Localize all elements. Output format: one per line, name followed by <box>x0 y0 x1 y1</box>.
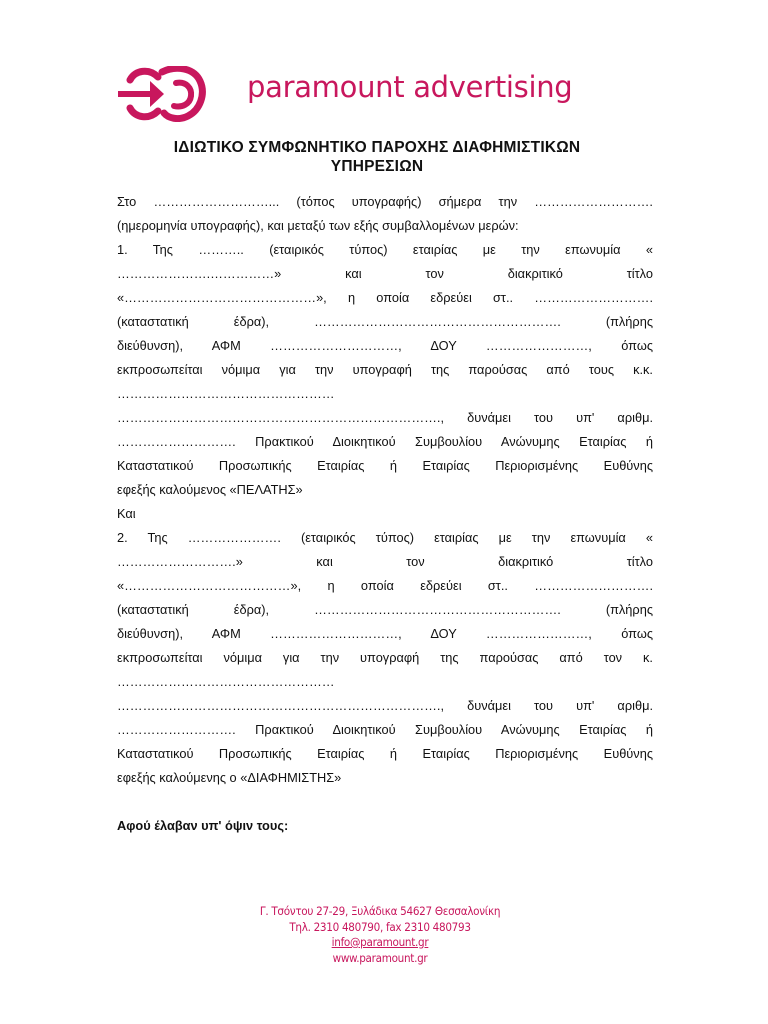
body-line-8: εκπροσωπείται νόμιμα για την υπογραφή της παρούσας από τους κ.κ. <box>117 362 653 377</box>
body-line-10: …………………………………………………………………., δυνάμει του υπ' αριθμ. <box>117 410 653 425</box>
body-line-3: 1. Της ……….. (εταιρικός τύπος) εταιρίας με την επωνυμία « <box>117 242 653 257</box>
body-line-17: «…………………………………», η οποία εδρεύει στ.. ………………………. <box>117 578 653 593</box>
document-title <box>120 138 634 176</box>
body-line-9: …………………………………………… <box>117 386 335 401</box>
body-line-7: διεύθυνση), ΑΦΜ …………………………, ΔΟΥ ……………………, όπως <box>117 338 653 353</box>
body-line-11: ………………………. Πρακτικού Διοικητικού Συμβουλίου Ανώνυμης Εταιρίας ή <box>117 434 653 449</box>
body-line-19: διεύθυνση), ΑΦΜ …………………………, ΔΟΥ ……………………, όπως <box>117 626 653 641</box>
subheading: Αφού έλαβαν υπ' όψιν τους: <box>117 818 289 833</box>
document-title-line-2: ΥΠΗΡΕΣΙΩΝ <box>330 158 424 175</box>
body-line-21: …………………………………………… <box>117 674 335 689</box>
contract-body <box>117 190 653 838</box>
body-line-18: (καταστατική έδρα), …………………………………………………. (πλήρης <box>117 602 653 617</box>
footer-phone-fax: Τηλ. 2310 480790, fax 2310 480793 <box>289 919 471 934</box>
body-line-4: ………………….……………» και τον διακριτικό τίτλο <box>117 266 653 281</box>
body-line-6: (καταστατική έδρα), …………………………………………………. (πλήρης <box>117 314 653 329</box>
body-line-24: Καταστατικού Προσωπικής Εταιρίας ή Εταιρίας Περιορισμένης Ευθύνης <box>117 746 653 761</box>
body-line-14: Και <box>117 506 136 521</box>
body-line-12: Καταστατικού Προσωπικής Εταιρίας ή Εταιρίας Περιορισμένης Ευθύνης <box>117 458 653 473</box>
body-line-25: εφεξής καλούμενης ο «ΔΙΑΦΗΜΙΣΤΗΣ» <box>117 770 342 785</box>
footer-address: Γ. Τσόντου 27-29, Ξυλάδικα 54627 Θεσσαλονίκη <box>259 904 501 918</box>
body-line-16: ……………………….» και τον διακριτικό τίτλο <box>117 554 653 569</box>
body-line-2: (ημερομηνία υπογραφής), και μεταξύ των εξής συμβαλλομένων μερών: <box>117 218 519 233</box>
body-line-5: «………………………………………», η οποία εδρεύει στ.. ………………………. <box>117 290 653 305</box>
document-header <box>116 66 656 122</box>
footer-website-link[interactable]: www.paramount.gr <box>332 950 428 965</box>
footer-email-link[interactable]: info@paramount.gr <box>331 935 429 949</box>
body-line-1: Στο ………………………... (τόπος υπογραφής) σήμερα την ………………………. <box>117 194 653 209</box>
brand-name: paramount advertising <box>247 70 573 104</box>
paramount-logo-icon <box>116 66 228 122</box>
body-line-13: εφεξής καλούμενος «ΠΕΛΑΤΗΣ» <box>117 482 303 497</box>
body-line-23: ………………………. Πρακτικού Διοικητικού Συμβουλίου Ανώνυμης Εταιρίας ή <box>117 722 653 737</box>
body-line-22: …………………………………………………………………., δυνάμει του υπ' αριθμ. <box>117 698 653 713</box>
paragraph-spacer <box>117 790 653 814</box>
document-title-line-1: ΙΔΙΩΤΙΚΟ ΣΥΜΦΩΝΗΤΙΚΟ ΠΑΡΟΧΗΣ ΔΙΑΦΗΜΙΣΤΙΚΩΝ <box>173 139 581 156</box>
company-footer <box>220 904 540 966</box>
body-line-20: εκπροσωπείται νόμιμα για την υπογραφή της παρούσας από τον κ. <box>117 650 653 665</box>
body-line-15: 2. Της …………………. (εταιρικός τύπος) εταιρίας με την επωνυμία « <box>117 530 653 545</box>
